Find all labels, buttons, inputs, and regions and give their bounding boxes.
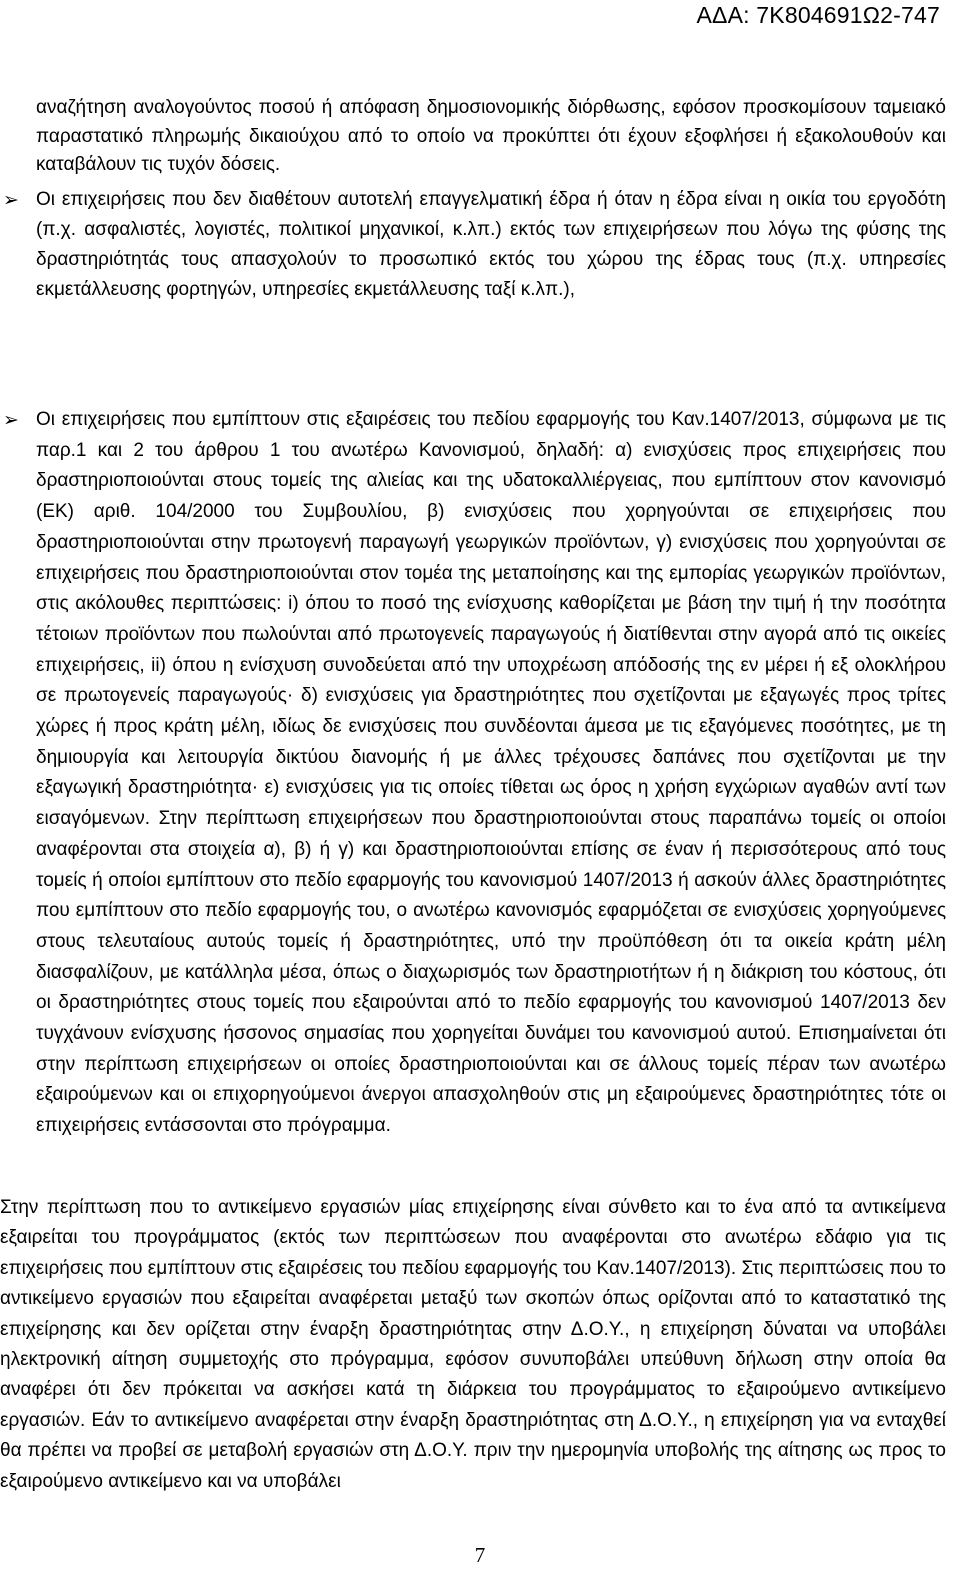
closing-paragraph: Στην περίπτωση που το αντικείμενο εργασιών μίας επιχείρησης είναι σύνθετο και το ένα από τα αντικείμενα εξαιρείται του προγράμματος (εκτός των περιπτώσεων που αναφέρονται στο ανωτέρω εδάφιο για τις επιχειρήσεις που εμπίπτουν στις εξαιρέσεις του πεδίου εφαρμογής του Καν.1407/2013). Στις περιπτώσεις που το αντικείμενο εργασιών που εξαιρείται αναφέρεται μεταξύ των σκοπών όπως ορίζονται από το καταστατικό της επιχείρησης και δεν ορίζεται στην έναρξη δραστηριότητας στην Δ.Ο.Υ., η επιχείρηση δύναται να υποβάλει ηλεκτρονική αίτηση συμμετοχής στο πρόγραμμα, εφόσον συνυποβάλει υπεύθυνη δήλωση στην οποία θα αναφέρει ότι δεν πρόκειται να ασκήσει κατά τη διάρκεια του προγράμματος το εξαιρούμενο αντικείμενο εργασιών. Εάν το αντικείμενο αναφέρεται στην έναρξη δραστηριότητας στη Δ.Ο.Υ., η επιχείρηση για να ενταχθεί θα πρέπει να προβεί σε μεταβολή εργασιών στη Δ.Ο.Υ. πριν την ημερομηνία υποβολής της αίτησης ως προς το εξαιρούμενο αντικείμενο και να υποβάλει bbox=[0, 1197, 946, 1492]
intro-paragraph: αναζήτηση αναλογούντος ποσού ή απόφαση δημοσιονομικής διόρθωσης, εφόσον προσκομίσουν ταμειακό παραστατικό πληρωμής δικαιούχου από το οποίο να προκύπτει ότι έχουν εξοφλήσει ή εξακολουθούν και καταβάλουν τις τυχόν δόσεις. bbox=[36, 97, 946, 176]
bullet-item-home-office bbox=[3, 185, 946, 305]
arrow-bullet-icon: ➢ bbox=[3, 189, 19, 211]
bullet-text: Οι επιχειρήσεις που δεν διαθέτουν αυτοτελή επαγγελματική έδρα ή όταν η έδρα είναι η οικία του εργοδότη (π.χ. ασφαλιστές, λογιστές, πολιτικοί μηχανικοί, κ.λπ.) εκτός των επιχειρήσεων που λόγω της φύσης της δραστηριότητάς τους απασχολούν το προσωπικό εκτός του χώρου της έδρας τους (π.χ. υπηρεσίες εκμετάλλευσης φορτηγών, υπηρεσίες εκμετάλλευσης ταξί κ.λπ.), bbox=[36, 189, 946, 300]
page-number: 7 bbox=[474, 1543, 486, 1567]
bullet-item-exclusions bbox=[3, 405, 946, 1142]
ada-code: ΑΔΑ: 7Κ804691Ω2-747 bbox=[696, 2, 940, 28]
arrow-bullet-icon: ➢ bbox=[3, 409, 19, 431]
bullet-text: Οι επιχειρήσεις που εμπίπτουν στις εξαιρέσεις του πεδίου εφαρμογής του Καν.1407/2013, σύμφωνα με τις παρ.1 και 2 του άρθρου 1 του ανωτέρω Κανονισμού, δηλαδή: α) ενισχύσεις προς επιχειρήσεις που δραστηριοποιούνται στους τομείς της αλιείας και της υδατοκαλλιέργειας, που εμπίπτουν στον κανονισμό (ΕΚ) αριθ. 104/2000 του Συμβουλίου, β) ενισχύσεις που χορηγούνται σε επιχειρήσεις που δραστηριοποιούνται στην πρωτογενή παραγωγή γεωργικών προϊόντων, γ) ενισχύσεις που χορηγούνται σε επιχειρήσεις που δραστηριοποιούνται στον τομέα της μεταποίησης και της εμπορίας γεωργικών προϊόντων, στις ακόλουθες περιπτώσεις: i) όπου το ποσό της ενίσχυσης καθορίζεται με βάση την τιμή ή την ποσότητα τέτοιων προϊόντων που πωλούνται από πρωτογενείς παραγωγούς ή διατίθενται στην αγορά από τις οικείες επιχειρήσεις, ii) όπου η ενίσχυση συνοδεύεται από την υποχρέωση απόδοσής της εν μέρει ή εξ ολοκλήρου σε πρωτογενείς παραγωγούς· δ) ενισχύσεις για δραστηριότητες που σχετίζονται με εξαγωγές προς τρίτες χώρες ή προς κράτη μέλη, ιδίως δε ενισχύσεις που συνδέονται άμεσα με τις εξαγόμενες ποσότητες, με τη δημιουργία και λειτουργία δικτύου διανομής ή με άλλες τρέχουσες δαπάνες που σχετίζονται με την εξαγωγική δραστηριότητα· ε) ενισχύσεις για τις οποίες τίθεται ως όρος η χρήση εγχώριων αγαθών αντί των εισαγόμενων. Στην περίπτωση επιχειρήσεων που δραστηριοποιούνται στους παραπάνω τομείς οι οποίοι αναφέρονται στα στοιχεία α), β) ή γ) και δραστηριοποιούνται επίσης σε έναν ή περισσότερους από τους τομείς ή οποίοι εμπίπτουν στο πεδίο εφαρμογής του κανονισμού 1407/2013 ή ασκούν άλλες δραστηριότητες που εμπίπτουν στο πεδίο εφαρμογής του, ο ανωτέρω κανονισμός εφαρμόζεται σε ενισχύσεις χορηγούμενες στους τελευταίους αυτούς τομείς ή δραστηριότητες, υπό την προϋπόθεση ότι τα οικεία κράτη μέλη διασφαλίζουν, με κατάλληλα μέσα, όπως ο διαχωρισμός των δραστηριοτήτων ή η διάκριση του κόστους, ότι οι δραστηριότητες στους τομείς που εξαιρούνται από το πεδίο εφαρμογής του κανονισμού 1407/2013 δεν τυγχάνουν ενίσχυσης ήσσονος σημασίας που χορηγείται δυνάμει του κανονισμού αυτού. Επισημαίνεται ότι στην περίπτωση επιχειρήσεων οι οποίες δραστηριοποιούνται και σε άλλους τομείς πέραν των ανωτέρω εξαιρούμενων και οι επιχορηγούμενοι άνεργοι απασχοληθούν στις μη εξαιρούμενες δραστηριότητες τότε οι επιχειρήσεις εντάσσονται στο πρόγραμμα. bbox=[36, 409, 946, 1137]
